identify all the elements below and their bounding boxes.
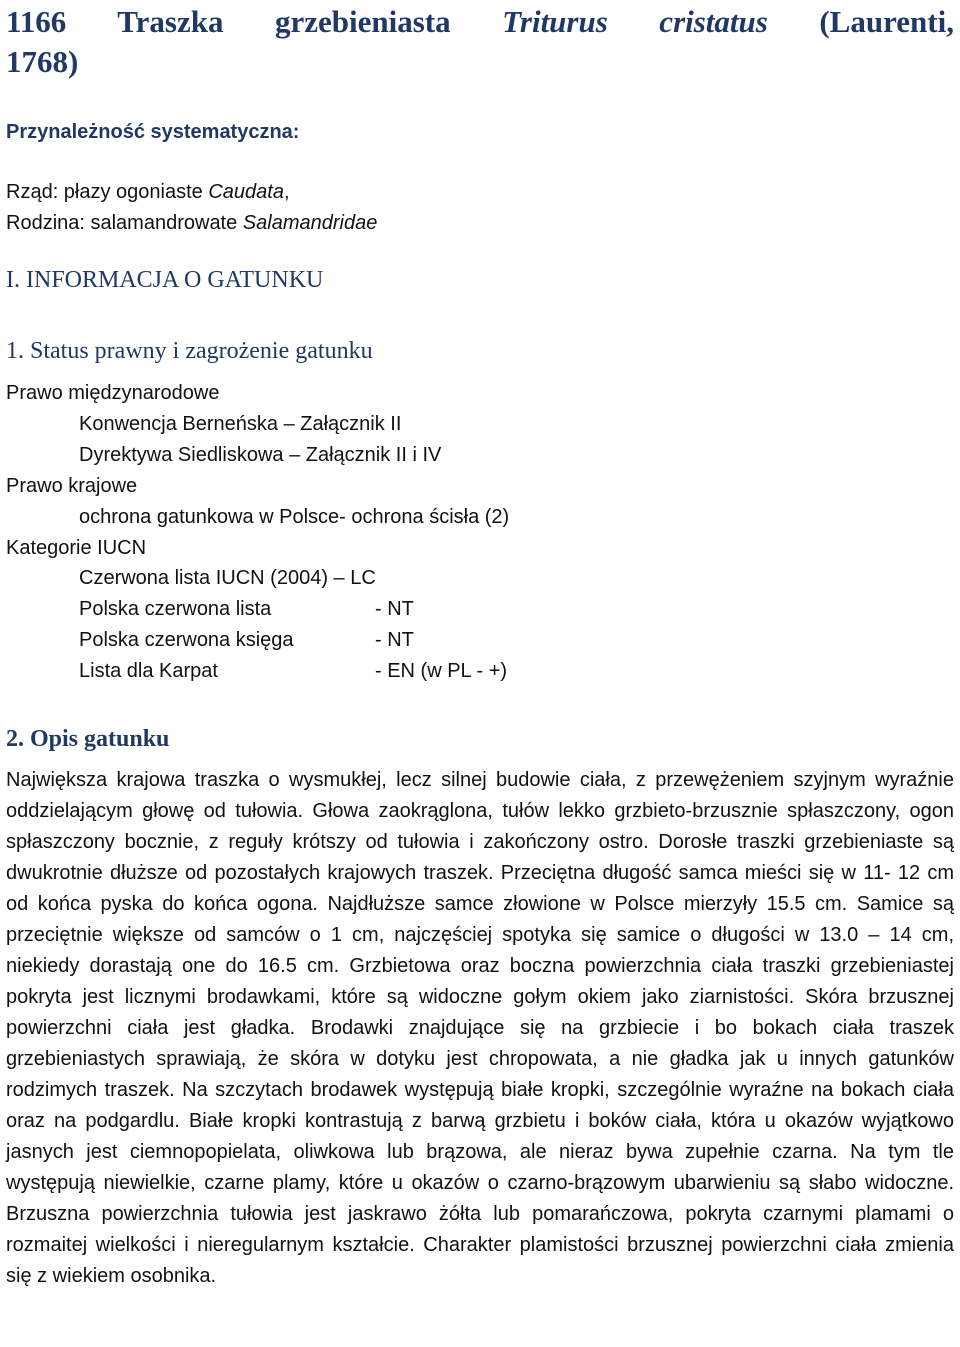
family-line: [6, 208, 377, 239]
polish-red-book: [79, 625, 294, 656]
species-protection: ochrona gatunkowa w Polsce- ochrona ścisła (2): [79, 506, 510, 528]
polish-red-list-label: Polska czerwona lista: [79, 598, 272, 620]
systematics-heading: Przynależność systematyczna:: [6, 121, 300, 143]
intl-law-label: Prawo międzynarodowe: [6, 382, 220, 404]
national-law-label: Prawo krajowe: [6, 475, 138, 497]
order-line: [6, 177, 290, 208]
order-label: Rząd: płazy ogoniaste: [6, 181, 209, 203]
section-i-heading: I. INFORMACJA O GATUNKU: [6, 267, 324, 293]
family-label: Rodzina: salamandrowate: [6, 212, 243, 234]
polish-red-book-label: Polska czerwona księga: [79, 629, 294, 651]
section-2-heading: 2. Opis gatunku: [6, 726, 170, 752]
carpathian-list-label: Lista dla Karpat: [79, 660, 218, 682]
iucn-red-list: Czerwona lista IUCN (2004) – LC: [79, 567, 376, 589]
order-latin: Caudata: [208, 181, 284, 203]
title-year: 1768): [6, 44, 79, 79]
polish-red-book-value: - NT: [375, 629, 414, 651]
section-1-heading: 1. Status prawny i zagrożenie gatunku: [6, 338, 373, 364]
carpathian-list-value: - EN (w PL - +): [375, 660, 508, 682]
iucn-categories-label: Kategorie IUCN: [6, 537, 147, 559]
title-author: (Laurenti,: [819, 4, 954, 39]
carpathian-list: [79, 656, 218, 687]
order-suffix: ,: [283, 181, 290, 203]
page-title: [6, 2, 954, 82]
title-number: 1166: [6, 4, 67, 39]
bern-convention: Konwencja Berneńska – Załącznik II: [79, 413, 402, 435]
family-latin: Salamandridae: [242, 212, 378, 234]
polish-red-list: [79, 594, 271, 625]
species-description: Największa krajowa traszka o wysmukłej, lecz silnej budowie ciała, z przewężeniem szyjnym wyraźnie oddzielającym głowę od tułowia. Głowa zaokrąglona, tułów lekko grzbieto-brzusznie spłaszczony, ogon spłaszczony bocznie, z reguły krótszy od tułowia i zakończony ostro. Dorosłe traszki grzebieniaste są dwukrotnie dłuższe od pozostałych krajowych traszek. Przeciętna długość samca mieści się w 11- 12 cm od końca pyska do końca ogona. Najdłuższe samce złowione w Polsce mierzyły 15.5 cm. Samice są przeciętnie większe od samców o 1 cm, najczęściej spotyka się samice o długości w 13.0 – 14 cm, niekiedy dorastają one do 16.5 cm. Grzbietowa oraz boczna powierzchnia ciała traszki grzebieniastej pokryta jest licznymi brodawkami, które są widoczne gołym okiem jako ziarnistości. Skóra brzusznej powierzchni ciała jest gładka. Brodawki znajdujące się na grzbiecie i bo bokach ciała traszek grzebieniastych sprawiają, że skóra w dotyku jest chropowata, a nie gładka jak u innych gatunków rodzimych traszek. Na szczytach brodawek występują białe kropki, szczególnie wyraźne na bokach ciała oraz na podgardlu. Białe kropki kontrastują z barwą grzbietu i boków ciała, która u okazów wyjątkowo jasnych jest ciemnopopielata, oliwkowa lub brązowa, ale nieraz bywa zupełnie czarna. Na tym tle występują niewielkie, czarne plamy, które u okazów o czarno-brązowym ubarwieniu są słabo widoczne. Brzuszna powierzchnia tułowia jest jaskrawo żółta lub pomarańczowa, pokryta czarnymi plamami o rozmaitej wielkości i nieregularnym kształcie. Charakter plamistości brzusznej powierzchni ciała zmienia się z wiekiem osobnika.: [6, 769, 954, 1287]
title-name-lat: Triturus cristatus: [502, 4, 768, 39]
habitat-directive: Dyrektywa Siedliskowa – Załącznik II i IV: [79, 444, 442, 466]
polish-red-list-value: - NT: [375, 598, 414, 620]
title-name-pl: Traszka grzebieniasta: [117, 4, 451, 39]
